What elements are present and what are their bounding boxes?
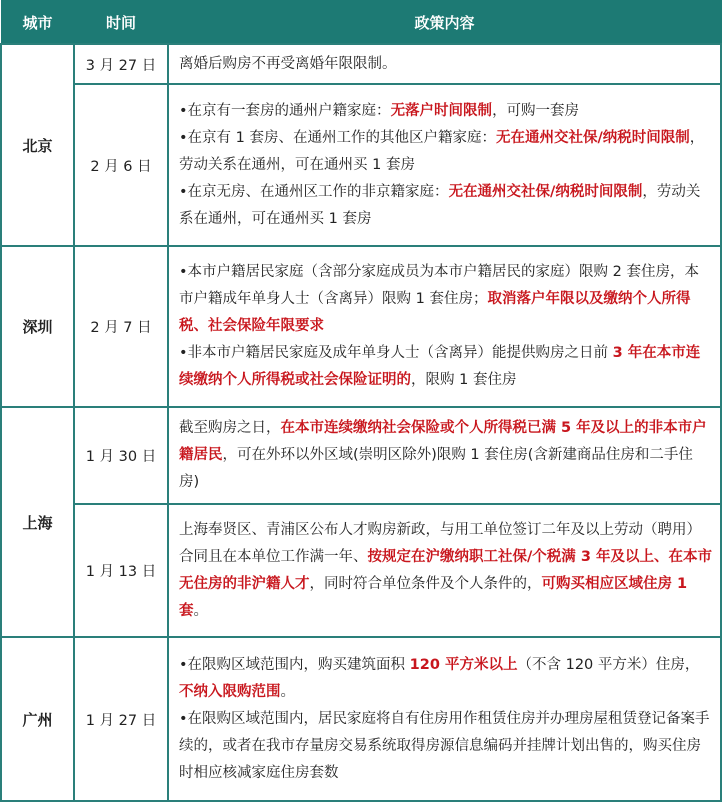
policy-text: 。	[280, 683, 295, 700]
header-city: 城市	[1, 1, 74, 45]
policy-paragraph	[179, 259, 712, 340]
policy-paragraph	[179, 652, 712, 706]
policy-text: •在限购区域范围内，购买建筑面积	[179, 656, 410, 673]
highlighted-text: 可购买相应区域住房 1 套	[179, 575, 688, 619]
policy-text: •非本市户籍居民家庭及成年单身人士（含离异）能提供购房之日前	[179, 345, 613, 361]
policy-paragraph	[179, 340, 712, 394]
policy-text: 。	[193, 602, 208, 619]
city-cell: 广州	[1, 637, 74, 801]
date-cell: 3 月 27 日	[74, 44, 168, 84]
policy-paragraph	[179, 51, 712, 78]
highlighted-text: 无在通州交社保/纳税时间限制	[448, 183, 643, 200]
policy-paragraph	[179, 517, 712, 625]
city-cell: 北京	[1, 44, 74, 246]
date-cell: 1 月 30 日	[74, 407, 168, 504]
policy-text: ，劳动关系在通州，可在通州买 1 套房	[179, 183, 701, 227]
table-row	[1, 44, 721, 84]
city-cell: 深圳	[1, 246, 74, 407]
policy-text: 离婚后购房不再受离婚年限限制。	[179, 55, 397, 72]
table-row	[1, 246, 721, 407]
policy-text: •在限购区域范围内，居民家庭将自有住房用作租赁住房并办理房屋租赁登记备案手续的，或者在我市存量房交易系统取得房源信息编码并挂牌计划出售的，购买住房时相应核减家庭住房套数	[179, 710, 710, 781]
highlighted-text: 3 年在本市连续缴纳个人所得税或社会保险证明的	[179, 345, 701, 388]
policy-text: （不含 120 平方米）住房，	[517, 656, 700, 673]
highlighted-text: 120 平方米以上	[409, 656, 518, 673]
policy-text: 截至购房之日，	[179, 420, 281, 436]
highlighted-text: 在本市连续缴纳社会保险或个人所得税已满 5 年及以上的非本市户籍居民	[179, 420, 707, 463]
date-cell: 2 月 7 日	[74, 246, 168, 407]
policy-content-cell	[168, 504, 721, 637]
policy-paragraph	[179, 415, 712, 496]
highlighted-text: 无在通州交社保/纳税时间限制	[496, 129, 690, 146]
policy-text: ，同时符合单位条件及个人条件的，	[309, 575, 542, 592]
policy-content-cell	[168, 637, 721, 801]
policy-paragraph	[179, 179, 712, 233]
policy-text: ，限购 1 套住房	[411, 372, 517, 388]
policy-content-cell	[168, 407, 721, 504]
policy-text: •本市户籍居民家庭（含部分家庭成员为本市户籍居民的家庭）限购 2 套住房，本市户籍成年单身人士（含离异）限购 1 套住房；	[179, 264, 699, 307]
policy-text: 上海奉贤区、青浦区公布人才购房新政，与用工单位签订二年及以上劳动（聘用）合同且在本单位工作满一年、	[179, 521, 701, 565]
policy-content-cell	[168, 246, 721, 407]
table-row	[1, 407, 721, 504]
date-cell: 2 月 6 日	[74, 84, 168, 246]
policy-text: ，劳动关系在通州，可在通州买 1 套房	[179, 129, 705, 173]
header-date: 时间	[74, 1, 168, 45]
highlighted-text: 不纳入限购范围	[179, 683, 281, 700]
policy-content-cell	[168, 84, 721, 246]
policy-paragraph	[179, 98, 712, 125]
table-row	[1, 504, 721, 637]
table-header-row	[1, 1, 721, 45]
highlighted-text: 取消落户年限以及缴纳个人所得税、社会保险年限要求	[179, 291, 691, 334]
table-row	[1, 637, 721, 801]
policy-content-cell	[168, 44, 721, 84]
highlighted-text: 无落户时间限制	[390, 102, 493, 119]
policy-text: ，可购一套房	[492, 102, 580, 119]
policy-paragraph	[179, 706, 712, 787]
policy-text: •在京无房、在通州区工作的非京籍家庭：	[179, 183, 449, 200]
date-cell: 1 月 27 日	[74, 637, 168, 801]
policy-text: ，可在外环以外区域(崇明区除外)限购 1 套住房(含新建商品住房和二手住房)	[179, 447, 693, 490]
header-content: 政策内容	[168, 1, 721, 45]
policy-text: •在京有 1 套房、在通州工作的其他区户籍家庭：	[179, 129, 496, 146]
highlighted-text: 按规定在沪缴纳职工社保/个税满 3 年及以上、在本市无住房的非沪籍人才	[179, 548, 712, 592]
date-cell: 1 月 13 日	[74, 504, 168, 637]
table-row	[1, 84, 721, 246]
city-cell: 上海	[1, 407, 74, 637]
policy-paragraph	[179, 125, 712, 179]
policy-text: •在京有一套房的通州户籍家庭：	[179, 102, 391, 119]
